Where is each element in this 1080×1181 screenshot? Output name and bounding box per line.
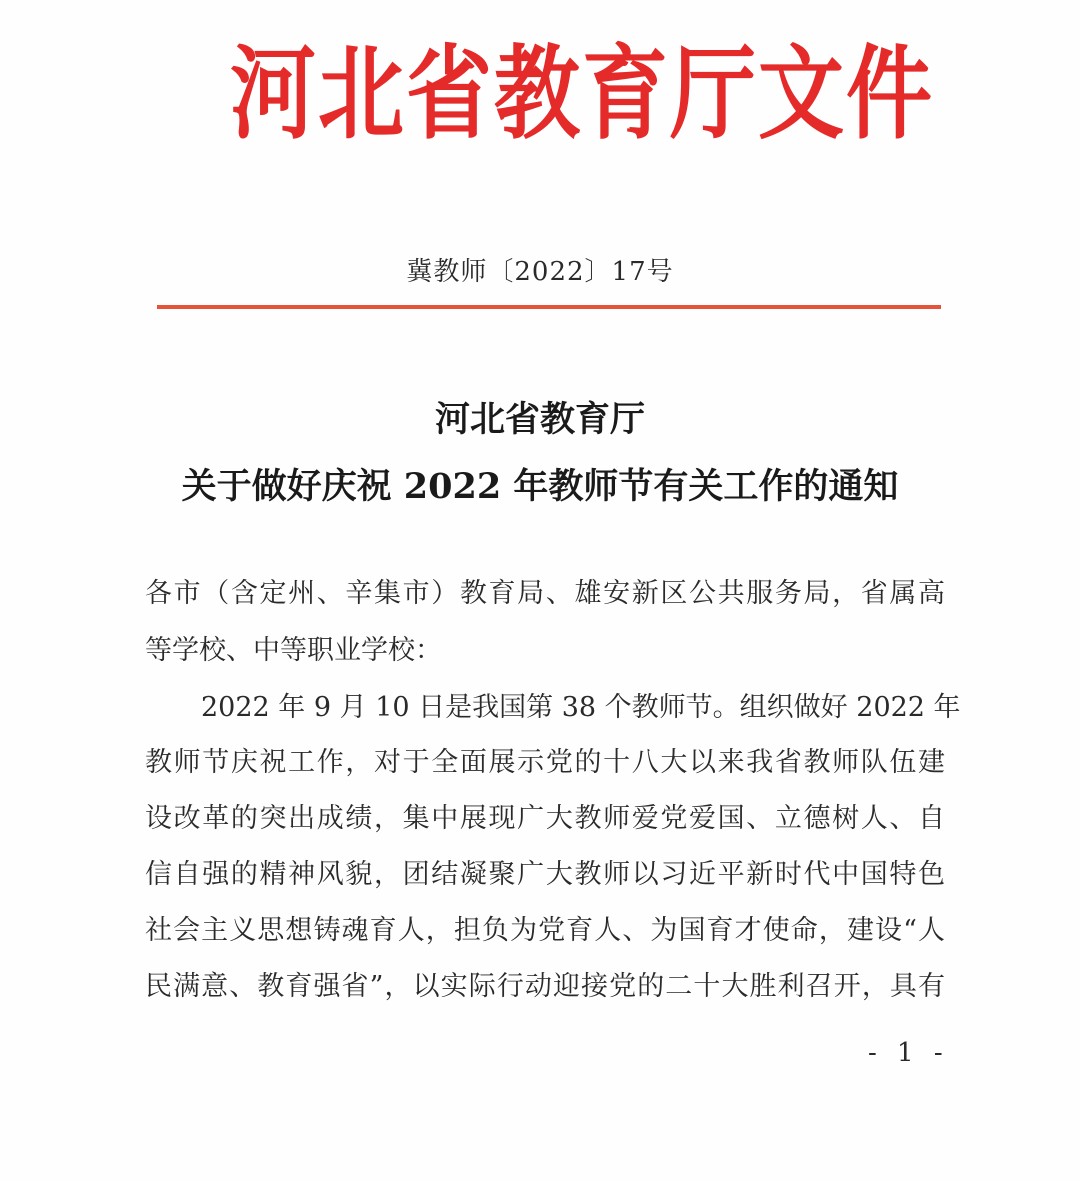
page-number: - 1 - [868,1038,949,1068]
document-number: 冀教师〔2022〕17号 [406,257,674,287]
body-paragraph-line-5: 社会主义思想铸魂育人，担负为党育人、为国育才使命，建设“人 [145,915,945,946]
addressee-line-1: 各市（含定州、辛集市）教育局、雄安新区公共服务局，省属高 [145,578,945,609]
body-paragraph-line-3: 设改革的突出成绩，集中展现广大教师爱党爱国、立德树人、自 [145,803,945,834]
body-paragraph-line-4: 信自强的精神风貌，团结凝聚广大教师以习近平新时代中国特色 [145,859,945,890]
document-title-line-1: 河北省教育厅 [434,399,645,440]
body-paragraph-line-1: 2022 年 9 月 10 日是我国第 38 个教师节。组织做好 2022 年 [201,692,961,723]
body-paragraph-line-6: 民满意、教育强省”，以实际行动迎接党的二十大胜利召开，具有 [145,971,945,1002]
issuer-masthead: 河北省教育厅文件 [230,34,934,154]
document-title-line-2: 关于做好庆祝 2022 年教师节有关工作的通知 [181,466,899,507]
addressee-line-2: 等学校、中等职业学校： [145,635,442,666]
body-paragraph-line-2: 教师节庆祝工作，对于全面展示党的十八大以来我省教师队伍建 [145,747,945,778]
red-divider-rule [157,305,941,309]
